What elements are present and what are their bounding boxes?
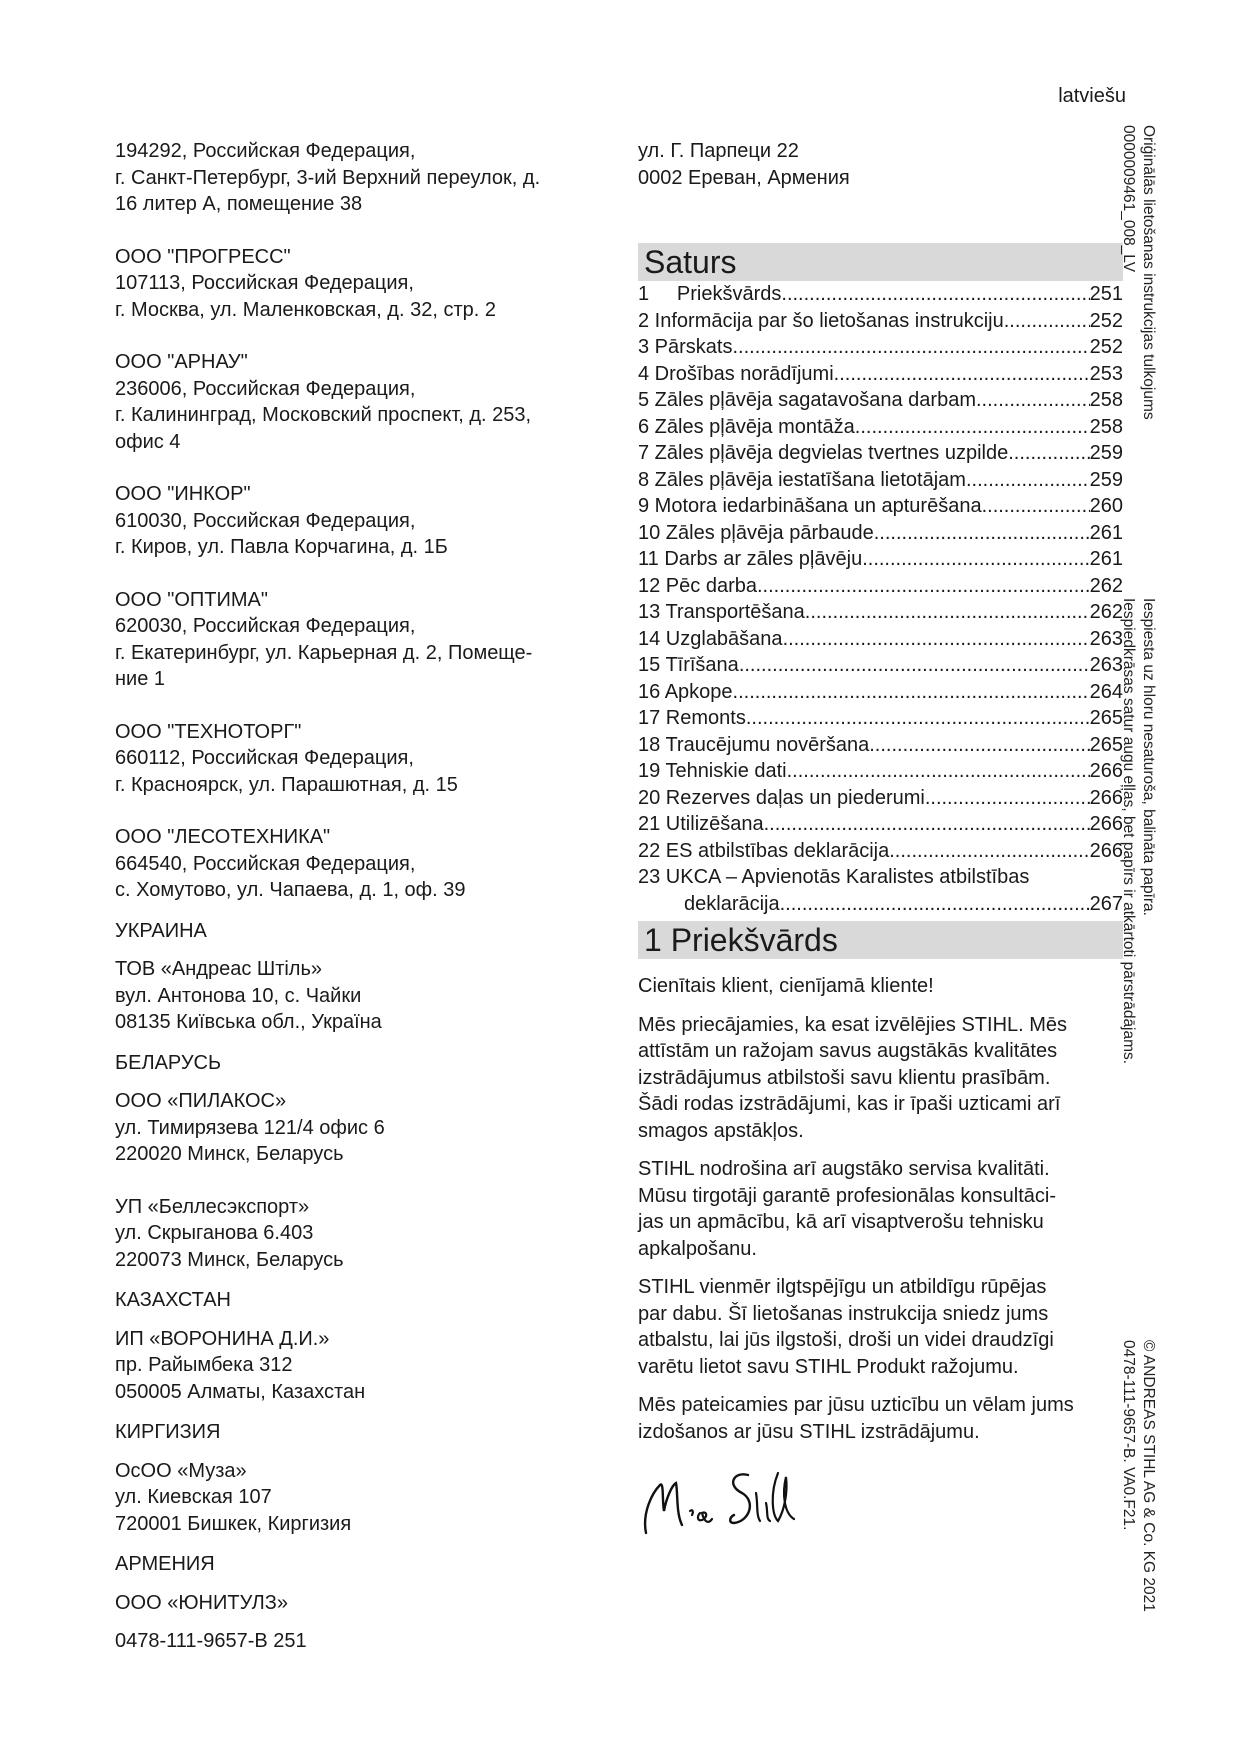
dealer-block <box>115 587 615 693</box>
address-line: 194292, Российская Федерация, <box>115 140 416 162</box>
address-line: ул. Скрыганова 6.403 <box>115 1222 314 1244</box>
dealer-name: ООО "ИНКОР" <box>115 483 251 505</box>
toc-leader <box>757 573 1090 600</box>
toc-page: 263 <box>1089 627 1123 650</box>
toc-entry[interactable] <box>638 361 1123 388</box>
toc-leader <box>1009 308 1089 335</box>
toc-label: 1 Priekšvārds <box>638 283 782 305</box>
toc-entry[interactable] <box>638 626 1123 653</box>
address-line: 0002 Ереван, Армения <box>638 166 850 189</box>
side-note-line: Iespiedkrāsas satur augu eļļas, bet papīrs ir atkārtoti pārstrādājams. <box>1120 598 1137 1065</box>
toc-page: 266 <box>1089 839 1123 862</box>
toc-leader <box>732 334 1089 361</box>
paragraph-line: attīstām un ražojam savus augstākās kvalitātes <box>638 1040 1058 1062</box>
paragraph <box>638 1392 1123 1445</box>
toc-entry[interactable] <box>638 546 1123 573</box>
toc-leader <box>780 891 1090 918</box>
toc-entry[interactable] <box>638 573 1123 600</box>
toc-label: 21 Utilizēšana <box>638 813 764 835</box>
address-line: г. Красноярск, ул. Парашютная, д. 15 <box>115 773 458 796</box>
toc-label: 12 Pēc darba <box>638 574 757 597</box>
toc-label: 15 Tīrīšana <box>638 654 739 676</box>
toc-leader <box>855 414 1090 441</box>
toc-entry[interactable] <box>638 599 1123 626</box>
address-line: 220020 Минск, Беларусь <box>115 1143 344 1165</box>
toc-entry[interactable] <box>638 864 1123 891</box>
toc-label: 11 Darbs ar zāles pļāvēju <box>638 548 863 570</box>
dealer-block <box>115 824 615 904</box>
toc-leader <box>781 281 1089 308</box>
toc-leader <box>746 705 1090 732</box>
address-line: 720001 Бишкек, Киргизия <box>115 1512 352 1535</box>
toc-entry[interactable] <box>638 705 1123 732</box>
toc-page: 251 <box>1089 283 1123 305</box>
greeting: Cienītais klient, cienījamā kliente! <box>638 975 934 997</box>
toc-entry[interactable] <box>638 414 1123 441</box>
toc-page: 267 <box>1089 892 1123 915</box>
toc-page: 266 <box>1089 760 1123 782</box>
dealer-block <box>115 719 615 799</box>
toc-entry-continuation[interactable] <box>638 891 1123 918</box>
toc-label: 20 Rezerves daļas un piederumi <box>638 786 925 809</box>
country-heading: УКРАИНА <box>115 919 207 942</box>
toc-leader <box>889 838 1089 865</box>
dealer-block <box>115 1194 615 1274</box>
toc-page: 259 <box>1089 468 1123 491</box>
toc-page: 252 <box>1089 336 1123 358</box>
toc-label: 8 Zāles pļāvēja iestatīšana lietotājam <box>638 468 966 491</box>
toc-page: 261 <box>1089 521 1123 544</box>
paragraph-line: izstrādājumus atbilstoši savu klientu prasībām. <box>638 1066 1051 1089</box>
dealer-name: ТОВ «Андреас Штіль» <box>115 958 323 980</box>
toc-label: 2 Informācija par šo lietošanas instrukciju. <box>638 309 1010 332</box>
address-line: г. Москва, ул. Маленковская, д. 32, стр. 2 <box>115 298 496 321</box>
dealer-block <box>115 244 615 324</box>
toc-page: 259 <box>1089 442 1123 464</box>
side-note-paper <box>1118 598 1158 1064</box>
dealer-name: ООО «ПИЛАКОС» <box>115 1090 287 1112</box>
toc-page: 262 <box>1089 601 1123 623</box>
dealer-name: ООО "ТЕХНОТОРГ" <box>115 720 302 743</box>
paragraph-line: Mūsu tirgotāji garantē profesionālas konsultāci- <box>638 1184 1056 1207</box>
toc-label: 14 Uzglabāšana <box>638 627 783 650</box>
toc-label: 10 Zāles pļāvēja pārbaude <box>638 521 874 544</box>
toc-page: 265 <box>1089 733 1123 756</box>
paragraph-line: varētu lietot savu STIHL Produkt ražojumu. <box>638 1355 1019 1378</box>
address-line: 610030, Российская Федерация, <box>115 509 416 532</box>
country-heading: АРМЕНИЯ <box>115 1553 215 1575</box>
side-note-line: © ANDREAS STIHL AG & Co. KG 2021 <box>1140 1340 1157 1612</box>
toc-label: 17 Remonts <box>638 707 746 729</box>
country-heading: КИРГИЗИЯ <box>115 1421 221 1443</box>
toc-page: 258 <box>1089 389 1123 411</box>
address-line: г. Калининград, Московский проспект, д. 253, <box>115 404 532 426</box>
toc-leader <box>764 811 1090 838</box>
toc-label: 4 Drošības norādījumi <box>638 362 834 385</box>
toc-label: 3 Pārskats <box>638 336 733 358</box>
toc-leader <box>976 387 1090 414</box>
address-line: ул. Г. Парпеци 22 <box>638 140 799 162</box>
side-note-copyright <box>1118 1340 1158 1612</box>
side-note-translation <box>1118 125 1158 420</box>
address-line: г. Екатеринбург, ул. Карьерная д. 2, Помеще- <box>115 641 533 664</box>
toc-label: 5 Zāles pļāvēja sagatavošana darbam <box>638 389 976 411</box>
paragraph <box>638 1274 1123 1380</box>
dealer-block <box>115 481 615 561</box>
side-note-line: Oriģinālās lietošanas instrukcijas tulkojums <box>1140 125 1157 420</box>
address-line: ние 1 <box>115 668 166 690</box>
table-of-contents <box>638 281 1123 917</box>
address-line: 220073 Минск, Беларусь <box>115 1248 344 1271</box>
address-block <box>115 138 615 218</box>
address-line: пр. Райымбека 312 <box>115 1354 293 1376</box>
toc-entry[interactable] <box>638 493 1123 520</box>
toc-leader <box>862 546 1089 573</box>
side-note-line: 0000009461_008_LV <box>1120 125 1137 273</box>
dealer-name: ООО "АРНАУ" <box>115 351 248 373</box>
toc-page: 253 <box>1089 362 1123 385</box>
toc-leader <box>834 361 1090 388</box>
toc-entry[interactable] <box>638 785 1123 812</box>
paragraph-line: atbalstu, lai jūs ilgstoši, droši un videi draudzīgi <box>638 1329 1054 1351</box>
toc-label: 23 UKCA – Apvienotās Karalistes atbilstības <box>638 866 1030 888</box>
foreword-text <box>638 1012 1123 1446</box>
dealer-name: ООО «ЮНИТУЛЗ» <box>115 1591 288 1614</box>
toc-label: 9 Motora iedarbināšana un apturēšana <box>638 495 982 517</box>
address-line: ул. Тимирязева 121/4 офис 6 <box>115 1116 385 1139</box>
toc-page: 266 <box>1089 786 1123 809</box>
toc-entry[interactable] <box>638 467 1123 494</box>
toc-entry[interactable] <box>638 520 1123 547</box>
paragraph-line: STIHL nodrošina arī augstāko servisa kvalitāti. <box>638 1158 1050 1180</box>
toc-page: 261 <box>1089 548 1123 570</box>
address-line: ул. Киевская 107 <box>115 1486 272 1508</box>
contents-heading: Saturs <box>638 243 1123 281</box>
dealer-name: ООО "ОПТИМА" <box>115 588 268 611</box>
toc-entry[interactable] <box>638 281 1123 308</box>
address-line: 16 литер А, помещение 38 <box>115 193 363 215</box>
toc-page: 265 <box>1089 707 1123 729</box>
toc-page: 252 <box>1089 309 1123 332</box>
dealer-block <box>115 1326 615 1406</box>
toc-page: 263 <box>1089 654 1123 676</box>
dealer-block <box>115 1458 615 1538</box>
paragraph-line: Mēs pateicamies par jūsu uzticību un vēlam jums <box>638 1394 1074 1416</box>
toc-leader <box>739 652 1090 679</box>
toc-page: 264 <box>1089 680 1123 703</box>
toc-entry[interactable] <box>638 758 1123 785</box>
paragraph-line: jas un apmācību, kā arī visaptverošu tehnisku <box>638 1211 1044 1233</box>
toc-entry[interactable] <box>638 838 1123 865</box>
dealer-name: ОсОО «Муза» <box>115 1459 247 1482</box>
toc-leader <box>982 493 1090 520</box>
toc-entry[interactable] <box>638 732 1123 759</box>
signature-icon <box>638 1463 808 1543</box>
signature-image <box>638 1463 1123 1551</box>
language-label: latviešu <box>1058 85 1126 107</box>
paragraph-line: izdošanos ar jūsu STIHL izstrādājumu. <box>638 1420 980 1443</box>
toc-page: 258 <box>1089 415 1123 438</box>
paragraph-line: Šādi rodas izstrādājumi, kas ir īpaši uzticami arī <box>638 1093 1061 1115</box>
page-footer: 0478-111-9657-B 251 <box>115 1630 307 1652</box>
dealer-name: ООО "ПРОГРЕСС" <box>115 245 291 268</box>
dealer-name: ИП «ВОРОНИНА Д.И.» <box>115 1327 330 1350</box>
toc-page: 260 <box>1089 495 1123 517</box>
toc-entry[interactable] <box>638 652 1123 679</box>
section-heading: 1 Priekšvārds <box>638 921 1123 959</box>
toc-label: 19 Tehniskie dati <box>638 760 787 782</box>
address-line: 08135 Київська обл., Україна <box>115 1011 382 1033</box>
address-line: г. Киров, ул. Павла Корчагина, д. 1Б <box>115 536 448 558</box>
dealer-block <box>115 349 615 455</box>
dealer-name: УП «Беллесэкспорт» <box>115 1195 310 1218</box>
toc-leader <box>869 732 1089 759</box>
toc-label: 22 ES atbilstības deklarācija <box>638 839 890 862</box>
paragraph-line: Mēs priecājamies, ka esat izvēlējies STIHL. Mēs <box>638 1013 1068 1036</box>
address-line: 107113, Российская Федерация, <box>115 272 414 294</box>
toc-entry[interactable] <box>638 387 1123 414</box>
dealer-block <box>115 1088 615 1168</box>
country-heading: КАЗАХСТАН <box>115 1289 231 1311</box>
address-line: 664540, Российская Федерация, <box>115 852 416 875</box>
side-note-line: 0478-111-9657-B. VA0.F21. <box>1120 1340 1137 1531</box>
right-column <box>638 138 1123 1551</box>
toc-entry[interactable] <box>638 308 1123 335</box>
address-line: 236006, Российская Федерация, <box>115 377 416 400</box>
paragraph <box>638 1012 1123 1145</box>
address-line: офис 4 <box>115 430 181 453</box>
toc-label: 16 Apkope <box>638 680 733 703</box>
toc-leader <box>925 785 1090 812</box>
toc-label: deklarācija <box>684 892 780 915</box>
paragraph-line: par dabu. Šī lietošanas instrukcija sniedz jums <box>638 1302 1049 1325</box>
toc-leader <box>787 758 1090 785</box>
dealer-block <box>115 956 615 1036</box>
address-line: г. Санкт-Петербург, 3-ий Верхний переулок, д. <box>115 166 541 189</box>
left-column <box>115 138 615 1630</box>
address-line: 660112, Российская Федерация, <box>115 747 414 769</box>
dealer-block <box>115 1590 615 1617</box>
toc-label: 6 Zāles pļāvēja montāža <box>638 415 855 438</box>
toc-page: 266 <box>1089 813 1123 835</box>
toc-page: 262 <box>1089 574 1123 597</box>
address-block <box>638 138 1123 191</box>
dealer-name: ООО "ЛЕСОТЕХНИКА" <box>115 826 331 848</box>
toc-leader <box>966 467 1090 494</box>
toc-label: 18 Traucējumu novēršana <box>638 733 870 756</box>
toc-entry[interactable] <box>638 334 1123 361</box>
toc-leader <box>783 626 1090 653</box>
toc-label: 13 Transportēšana <box>638 601 805 623</box>
toc-label: 7 Zāles pļāvēja degvielas tvertnes uzpilde <box>638 442 1009 464</box>
paragraph-line: STIHL vienmēr ilgtspējīgu un atbildīgu rūpējas <box>638 1276 1047 1298</box>
address-line: с. Хомутово, ул. Чапаева, д. 1, оф. 39 <box>115 879 466 901</box>
toc-leader <box>805 599 1090 626</box>
country-heading: БЕЛАРУСЬ <box>115 1051 222 1074</box>
paragraph-line: apkalpošanu. <box>638 1237 757 1260</box>
address-line: вул. Антонова 10, с. Чайки <box>115 984 362 1007</box>
address-line: 620030, Российская Федерация, <box>115 615 416 637</box>
toc-entry[interactable] <box>638 811 1123 838</box>
toc-entry[interactable] <box>638 679 1123 706</box>
toc-leader <box>733 679 1090 706</box>
paragraph <box>638 1156 1123 1262</box>
toc-leader <box>1008 440 1089 467</box>
toc-leader <box>874 520 1090 547</box>
toc-entry[interactable] <box>638 440 1123 467</box>
paragraph-line: smagos apstākļos. <box>638 1119 804 1142</box>
address-line: 050005 Алматы, Казахстан <box>115 1380 366 1403</box>
side-note-line: Iespiesta uz hloru nesaturoša, balināta papīra. <box>1140 598 1157 916</box>
